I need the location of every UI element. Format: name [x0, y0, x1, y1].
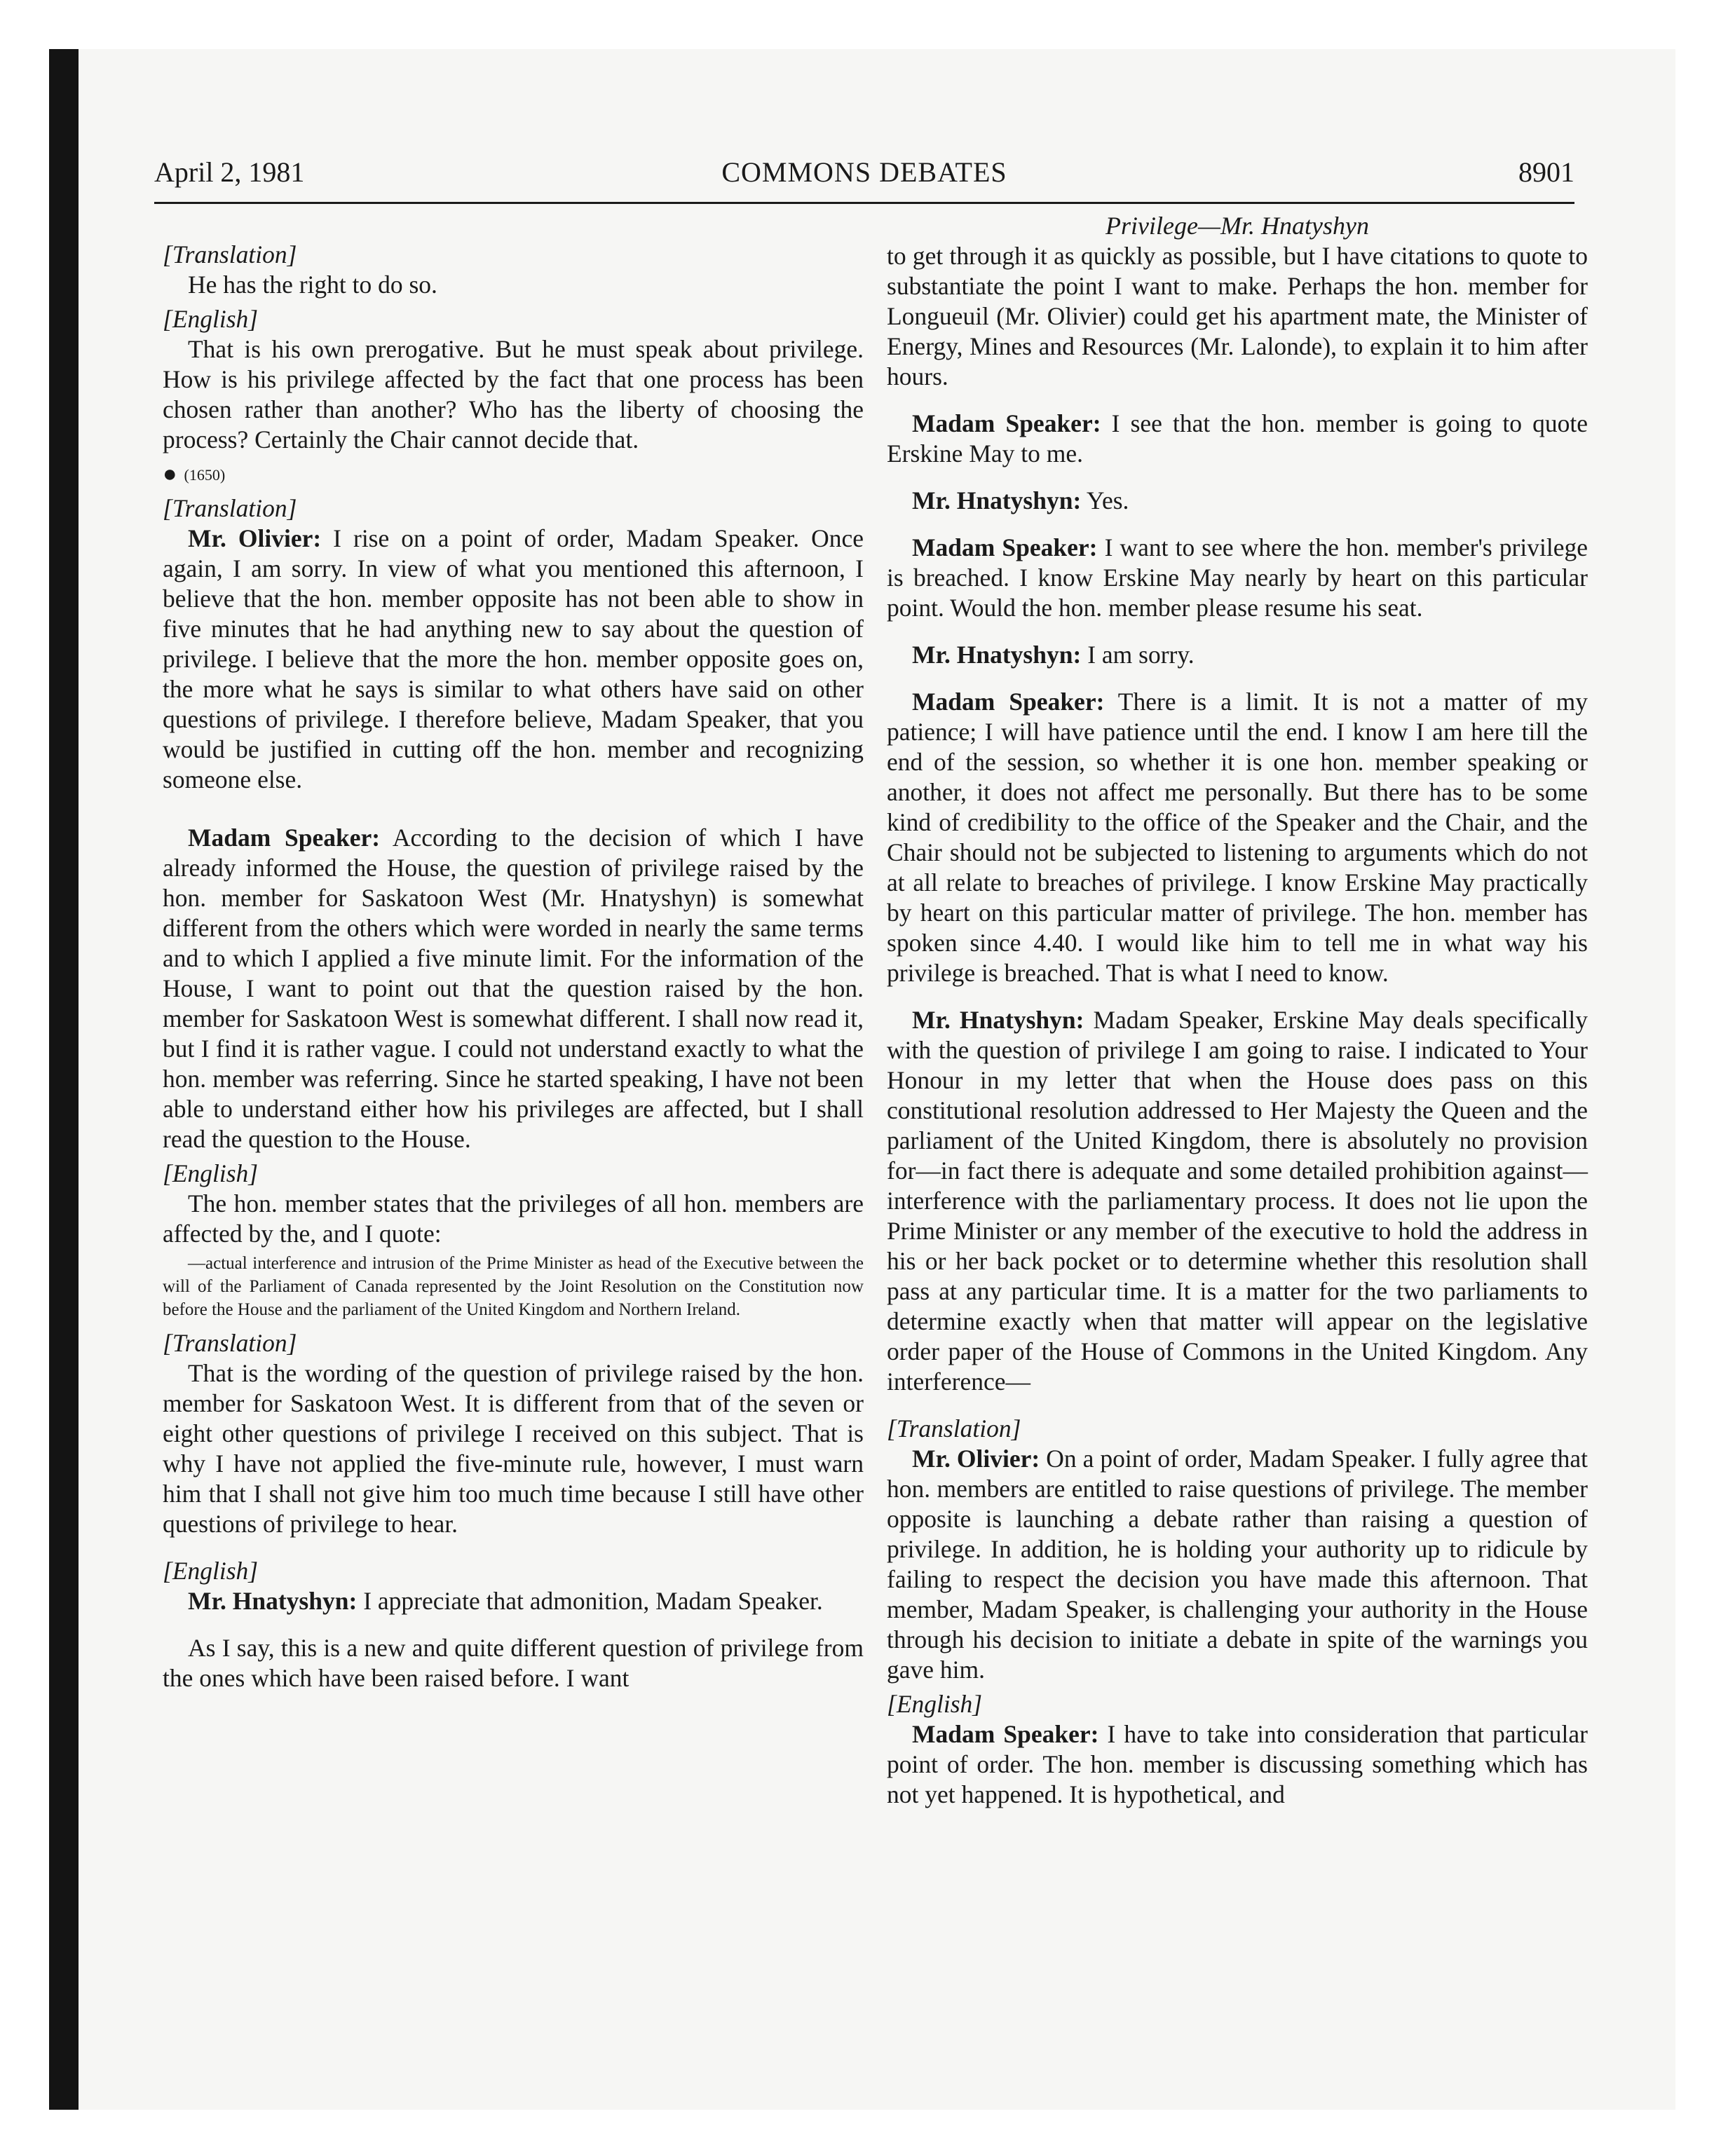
speaker-name: Madam Speaker: — [188, 824, 381, 852]
speech-paragraph — [163, 524, 864, 795]
speaker-name: Madam Speaker: — [912, 1720, 1099, 1748]
speech-text: I see that the hon. member is going to quote Erskine May to me. — [887, 409, 1588, 468]
time-marker-label: (1650) — [184, 466, 226, 484]
left-column — [163, 210, 864, 1693]
speech-text: Yes. — [1081, 486, 1129, 514]
speech-paragraph — [887, 1444, 1588, 1685]
speech-text: I am sorry. — [1081, 641, 1195, 669]
speech-text: I rise on a point of order, Madam Speaker. Once again, I am sorry. In view of what you mentioned this afternoon, I believe that the hon. member opposite has not been able to show in five minutes that he had anything new to say about the question of privilege. I believe that the more the hon. member opposite goes on, the more what he says is similar to what others have said on other questions of privilege. I therefore believe, Madam Speaker, that you would be justified in cutting off the hon. member and recognizing someone else. — [163, 524, 864, 793]
header-page-number: 8901 — [1518, 156, 1574, 188]
right-column — [887, 210, 1588, 1810]
speech-text: There is a limit. It is not a matter of my patience; I will have patience until the end. I know I am here till the end of the session, so whether it is one hon. member speaking or another, it does not affect me personally. But there has to be some kind of credibility to the office of the Speaker and the Chair, and the Chair should not be subjected to listening to arguments which do not at all relate to breaches of privilege. I know Erskine May practically by heart on this particular matter of privilege. The hon. member has spoken since 4.40. I would like him to tell me in what way his privilege is breached. That is what I need to know. — [887, 688, 1588, 987]
speech-paragraph — [887, 640, 1588, 670]
speech-text: On a point of order, Madam Speaker. I fully agree that hon. members are entitled to raise questions of privilege. The member opposite is launching a debate rather than raising a question of privilege. In addition, he is holding your authority up to ridicule by failing to respect the decision you have made this afternoon. That member, Madam Speaker, is challenging your authority in the House through his decision to initiate a debate in spite of the warnings you gave him. — [887, 1445, 1588, 1684]
paragraph: to get through it as quickly as possible, but I have citations to quote to substantiate the point I want to make. Perhaps the hon. member for Longueuil (Mr. Olivier) could get his apartment mate, the Minister of Energy, Mines and Resources (Mr. Lalonde), to explain it to him after hours. — [887, 242, 1588, 390]
running-heading: Privilege—Mr. Hnatyshyn — [1105, 212, 1369, 240]
language-marker: [Translation] — [887, 1414, 1021, 1442]
speech-paragraph — [887, 533, 1588, 623]
speech-text: I have to take into consideration that particular point of order. The hon. member is discussing something which has not yet happened. It is hypothetical, and — [887, 1720, 1588, 1808]
speaker-name: Mr. Hnatyshyn: — [912, 486, 1082, 514]
speech-text: According to the decision of which I have already informed the House, the question of privilege raised by the hon. member for Saskatoon West (Mr. Hnatyshyn) is somewhat different from the others which were worded in nearly the same terms and to which I applied a five minute limit. For the information of the House, I want to point out that the question raised by the hon. member for Saskatoon West is somewhat different. I shall now read it, but I find it is rather vague. I could not understand exactly to what the hon. member was referring. Since he started speaking, I have not been able to understand either how his privileges are affected, but I shall read the question to the House. — [163, 824, 864, 1153]
speech-paragraph — [887, 486, 1588, 516]
language-marker: [English] — [163, 1159, 259, 1187]
scan-binding-edge — [49, 49, 79, 2110]
speech-paragraph — [163, 823, 864, 1154]
language-marker: [Translation] — [163, 494, 297, 522]
paragraph: The hon. member states that the privileges of all hon. members are affected by the, and I quote: — [163, 1189, 864, 1248]
header-date: April 2, 1981 — [154, 156, 305, 188]
speaker-name: Madam Speaker: — [912, 409, 1101, 437]
speech-paragraph — [887, 409, 1588, 469]
page-header — [154, 156, 1574, 205]
bullet-icon: ● — [163, 461, 177, 487]
speech-text: I want to see where the hon. member's privilege is breached. I know Erskine May nearly by heart on this particular point. Would the hon. member please resume his seat. — [887, 533, 1588, 622]
block-quote: —actual interference and intrusion of the Prime Minister as head of the Executive between the will of the Parliament of Canada represented by the Joint Resolution on the Constitution now before the House and the parliament of the United Kingdom and Northern Ireland. — [163, 1254, 864, 1319]
speech-paragraph — [887, 1719, 1588, 1810]
speaker-name: Mr. Hnatyshyn: — [188, 1587, 358, 1615]
speech-text: I appreciate that admonition, Madam Speaker. — [357, 1587, 823, 1615]
speaker-name: Mr. Hnatyshyn: — [912, 1006, 1084, 1034]
language-marker: [English] — [887, 1690, 983, 1718]
speech-paragraph — [887, 1005, 1588, 1397]
speaker-name: Mr. Olivier: — [912, 1445, 1040, 1473]
language-marker: [Translation] — [163, 1329, 297, 1357]
speaker-name: Madam Speaker: — [912, 533, 1098, 561]
speaker-name: Mr. Hnatyshyn: — [912, 641, 1082, 669]
speaker-name: Madam Speaker: — [912, 688, 1105, 716]
paragraph: That is his own prerogative. But he must speak about privilege. How is his privilege affected by the fact that one process has been chosen rather than another? Who has the liberty of choosing the process? Certainly the Chair cannot decide that. — [163, 335, 864, 453]
header-rule — [154, 202, 1574, 204]
time-marker — [163, 462, 864, 488]
paragraph: As I say, this is a new and quite different question of privilege from the ones which have been raised before. I want — [163, 1634, 864, 1692]
paragraph: He has the right to do so. — [188, 271, 437, 299]
language-marker: [Translation] — [163, 240, 297, 268]
speaker-name: Mr. Olivier: — [188, 524, 322, 552]
speech-paragraph — [163, 1586, 864, 1616]
speech-text: Madam Speaker, Erskine May deals specifically with the question of privilege I am going to raise. I indicated to Your Honour in my letter that when the House does pass on this constitutional resolution addressed to Her Majesty the Queen and the parliament of the United Kingdom, there is absolutely no provision for—in fact there is adequate and some detailed prohibition against—interference with the parliamentary process. It does not lie upon the Prime Minister or any member of the executive to hold the address in his or her back pocket or to determine whether this resolution shall pass at any particular time. It is a matter for the two parliaments to determine exactly when that matter will appear on the legislative order paper of the House of Commons in the United Kingdom. Any interference— — [887, 1006, 1588, 1396]
paragraph: That is the wording of the question of privilege raised by the hon. member for Saskatoon West. It is different from that of the seven or eight other questions of privilege I received on this subject. That is why I have not applied the five-minute rule, however, I must warn him that I shall not give him too much time because I still have other questions of privilege to hear. — [163, 1359, 864, 1538]
speech-paragraph — [887, 687, 1588, 988]
language-marker: [English] — [163, 1557, 259, 1585]
header-publication: COMMONS DEBATES — [721, 156, 1007, 188]
language-marker: [English] — [163, 305, 259, 333]
